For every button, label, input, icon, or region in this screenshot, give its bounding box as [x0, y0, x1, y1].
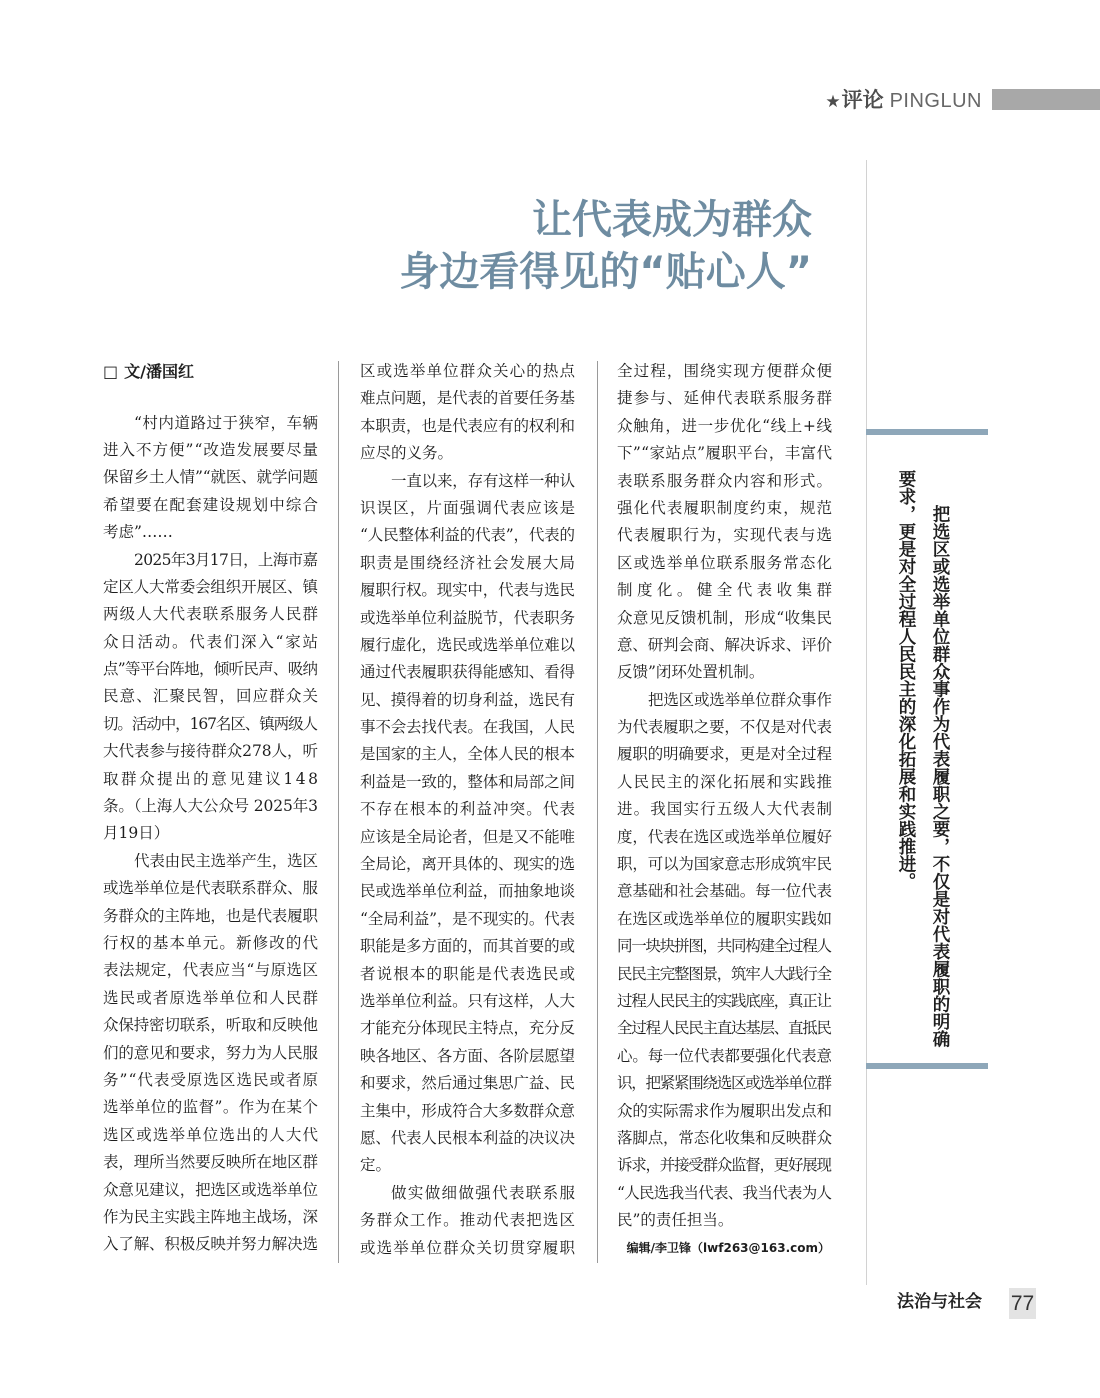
text-line: 同一块块拼图，共同构建全过程人 — [617, 937, 831, 956]
text-line: 利益是一致的，整体和局部之间 — [360, 772, 575, 791]
text-line: 选举单位利益。只有这样，人大 — [360, 991, 575, 1010]
text-line: 不存在根本的利益冲突。代表 — [360, 800, 577, 819]
text-line: 众意见建议，把选区或选举单位 — [103, 1180, 318, 1199]
text-line: 诉求，并接受群众监督，更好展现 — [617, 1156, 831, 1175]
article-title — [399, 194, 812, 298]
text-line: 或选举单位群众关切贯穿履职 — [360, 1238, 577, 1257]
text-line: 主集中，形成符合大多数群众意 — [360, 1101, 575, 1120]
byline — [103, 358, 318, 385]
text-line: 定。 — [360, 1156, 392, 1175]
text-line: 应尽的义务。 — [360, 444, 454, 463]
text-line: 过程人民民主的实践底座，真正让 — [617, 991, 831, 1010]
text-line: 和要求，然后通过集思广益、民 — [360, 1074, 575, 1093]
text-line: 进。我国实行五级人大代表制 — [617, 800, 834, 819]
text-line: 选举单位的监督”。作为在某个 — [103, 1098, 319, 1117]
text-line: 心。每一位代表都要强化代表意 — [617, 1046, 832, 1065]
text-line: 落脚点，常态化收集和反映群众 — [617, 1128, 832, 1147]
text-line: 应该是全局论者，但是又不能唯 — [360, 827, 575, 846]
margin-divider — [866, 160, 867, 1285]
column-divider-2 — [597, 361, 598, 1263]
text-line: 务”“代表受原选区选民或者原 — [103, 1070, 320, 1089]
section-name-cn: 评论 — [841, 88, 884, 112]
text-line: 本职责，也是代表应有的权利和 — [360, 416, 575, 435]
text-line: 众日活动。代表们深入“家站 — [103, 632, 320, 651]
page-number: 77 — [1009, 1288, 1036, 1319]
text-line: 众的实际需求作为履职出发点和 — [617, 1101, 832, 1120]
text-line: 民或选举单位利益，而抽象地谈 — [360, 882, 575, 901]
column-text — [103, 410, 321, 1259]
text-line: 进入不方便”“改造发展要尽量 — [103, 440, 320, 459]
text-line: 表法规定，代表应当“与原选区 — [103, 961, 319, 980]
text-line: 表，理所当然要反映所在地区群 — [103, 1153, 318, 1172]
text-line: 全过程，围绕实现方便群众便 — [617, 362, 834, 380]
paragraph — [360, 1180, 575, 1262]
text-line: 履职行权。现实中，代表与选民 — [360, 581, 575, 600]
text-line: 民民主完整图景，筑牢人大践行全 — [617, 964, 831, 983]
pullquote-rule-top — [866, 429, 988, 435]
section-header — [825, 87, 982, 113]
publication-name: 法治与社会 — [897, 1292, 982, 1312]
text-line: 才能充分体现民主特点，充分反 — [360, 1019, 575, 1038]
text-line: 难点问题，是代表的首要任务基 — [360, 389, 575, 408]
text-line: 众意见反馈机制，形成“收集民 — [617, 608, 833, 627]
text-line: 表联系服务群众内容和形式。 — [617, 471, 834, 490]
column-text — [617, 358, 837, 1235]
text-line: 取群众提出的意见建议148 — [103, 769, 321, 788]
text-line: 点”等平台阵地，倾听民声、吸纳 — [103, 660, 318, 679]
paragraph — [360, 358, 575, 468]
text-line: 选区或选举单位选出的人大代 — [103, 1125, 320, 1144]
text-line: 众触角，进一步优化“线上+线 — [617, 416, 833, 435]
text-line: 识误区，片面强调代表应该是 — [360, 498, 577, 517]
text-line: 作为民主实践主阵地主战场，深 — [103, 1207, 318, 1226]
text-line: 务群众工作。推动代表把选区 — [360, 1211, 577, 1230]
paragraph — [617, 358, 837, 687]
text-line: 区或选举单位联系服务常态化 — [617, 553, 834, 572]
text-line: 职能是多方面的，而其首要的或 — [360, 937, 575, 956]
text-line: 度，代表在选区或选举单位履好 — [617, 827, 832, 846]
text-line: 愿、代表人民根本利益的决议决 — [360, 1128, 575, 1147]
text-line: 履行虚化，选民或选举单位难以 — [360, 635, 575, 654]
article-column-3 — [617, 358, 837, 1262]
text-line: “人民选我当代表、我当代表为人 — [617, 1183, 832, 1202]
text-line: 们的意见和要求，努力为人民服 — [103, 1043, 318, 1062]
text-line: 把选区或选举单位群众事作 — [648, 690, 832, 709]
pull-quote: 把选区或选举单位群众事作为代表履职之要，不仅是对代表履职的明确要求，更是对全过程人民民主的深化拓展和实践推进。 — [896, 470, 950, 1048]
text-line: 一直以来，存有这样一种认 — [391, 471, 575, 490]
header-bar — [992, 89, 1100, 110]
text-line: 在选区或选举单位的履职实践如 — [617, 909, 832, 928]
paragraph — [360, 468, 575, 1180]
text-line: 切。活动中，167名区、镇两级人 — [103, 714, 317, 733]
text-line: 月19日） — [103, 824, 170, 843]
text-line: 映各地区、各方面、各阶层愿望 — [360, 1046, 575, 1065]
text-line: 保留乡土人情”“就医、就学问题 — [103, 468, 318, 487]
text-line: “全局利益”，是不现实的。代表 — [360, 909, 575, 928]
text-line: 代表履职行为，实现代表与选 — [617, 526, 834, 545]
text-line: 全局论，离开具体的、现实的选 — [360, 855, 575, 874]
author: 文/潘国红 — [124, 362, 194, 381]
text-line: 人民民主的深化拓展和实践推 — [617, 772, 834, 791]
text-line: 代表由民主选举产生，选区 — [134, 851, 318, 870]
text-line: 区或选举单位群众关心的热点 — [360, 362, 577, 380]
star-icon: ★ — [825, 92, 841, 112]
text-line: “人民整体利益的代表”，代表的 — [360, 526, 575, 545]
article-column-1 — [103, 358, 321, 1259]
paragraph — [617, 687, 832, 1235]
text-line: 或选举单位利益脱节，代表职务 — [360, 608, 575, 627]
article-column-2 — [360, 358, 575, 1262]
byline-box-icon: □ — [103, 362, 119, 381]
text-line: 做实做细做强代表联系服 — [391, 1183, 577, 1202]
text-line: 或选举单位是代表联系群众、服 — [103, 879, 318, 898]
text-line: 民”的责任担当。 — [617, 1211, 734, 1230]
text-line: 识，把紧紧围绕选区或选举单位群 — [617, 1074, 831, 1093]
column-divider-1 — [338, 361, 339, 1263]
text-line: 下”“家站点”履职平台，丰富代 — [617, 444, 833, 463]
text-line: 两级人大代表联系服务人民群 — [103, 605, 320, 624]
text-line: 希望要在配套建设规划中综合 — [103, 495, 320, 514]
text-line: 职责是围绕经济社会发展大局 — [360, 553, 577, 572]
text-line: 强化代表履职制度约束，规范 — [617, 498, 834, 517]
text-line: 考虑”…… — [103, 523, 173, 542]
text-line: 见、摸得着的切身利益，选民有 — [360, 690, 575, 709]
text-line: 制度化。健全代表收集群 — [617, 581, 837, 600]
text-line: 意、研判会商、解决诉求、评价 — [617, 635, 832, 654]
pullquote-rule-bottom — [866, 1063, 988, 1069]
text-line: 入了解、积极反映并努力解决选 — [103, 1235, 318, 1254]
section-name-en: PINGLUN — [889, 90, 982, 112]
paragraph — [103, 410, 318, 547]
text-line: “村内道路过于狭窄，车辆 — [134, 413, 319, 432]
editor-credit: 编辑/李卫锋（lwf263@163.com） — [626, 1240, 830, 1255]
text-line: 条。（上海人大公众号 2025年3 — [103, 797, 318, 816]
text-line: 通过代表履职获得能感知、看得 — [360, 663, 575, 682]
column-text — [360, 358, 575, 1262]
paragraph — [103, 848, 318, 1259]
text-line: 全过程人民民主直达基层、直抵民 — [617, 1019, 831, 1038]
text-line: 大代表参与接待群众278人，听 — [103, 742, 318, 761]
text-line: 者说根本的职能是代表选民或 — [360, 964, 577, 983]
title-line-2: 身边看得见的“贴心人” — [399, 249, 812, 295]
text-line: 意基础和社会基础。每一位代表 — [617, 882, 832, 901]
text-line: 捷参与、延伸代表联系服务群 — [617, 389, 834, 408]
text-line: 2025年3月17日，上海市嘉 — [134, 550, 318, 569]
title-line-1: 让代表成为群众 — [532, 197, 812, 243]
text-line: 事不会去找代表。在我国，人民 — [360, 718, 575, 737]
text-line: 务群众的主阵地，也是代表履职 — [103, 906, 318, 925]
text-line: 选民或者原选举单位和人民群 — [103, 988, 320, 1007]
text-line: 为代表履职之要，不仅是对代表 — [617, 718, 832, 737]
text-line: 履职的明确要求，更是对全过程 — [617, 745, 832, 764]
text-line: 反馈”闭环处置机制。 — [617, 663, 765, 682]
text-line: 职，可以为国家意志形成筑牢民 — [617, 855, 832, 874]
text-line: 是国家的主人，全体人民的根本 — [360, 745, 575, 764]
text-line: 行权的基本单元。新修改的代 — [103, 934, 320, 952]
text-line: 定区人大常委会组织开展区、镇 — [103, 577, 318, 596]
text-line: 民意、汇聚民智，回应群众关 — [103, 687, 320, 706]
paragraph — [103, 547, 321, 848]
text-line: 众保持密切联系，听取和反映他 — [103, 1016, 318, 1035]
